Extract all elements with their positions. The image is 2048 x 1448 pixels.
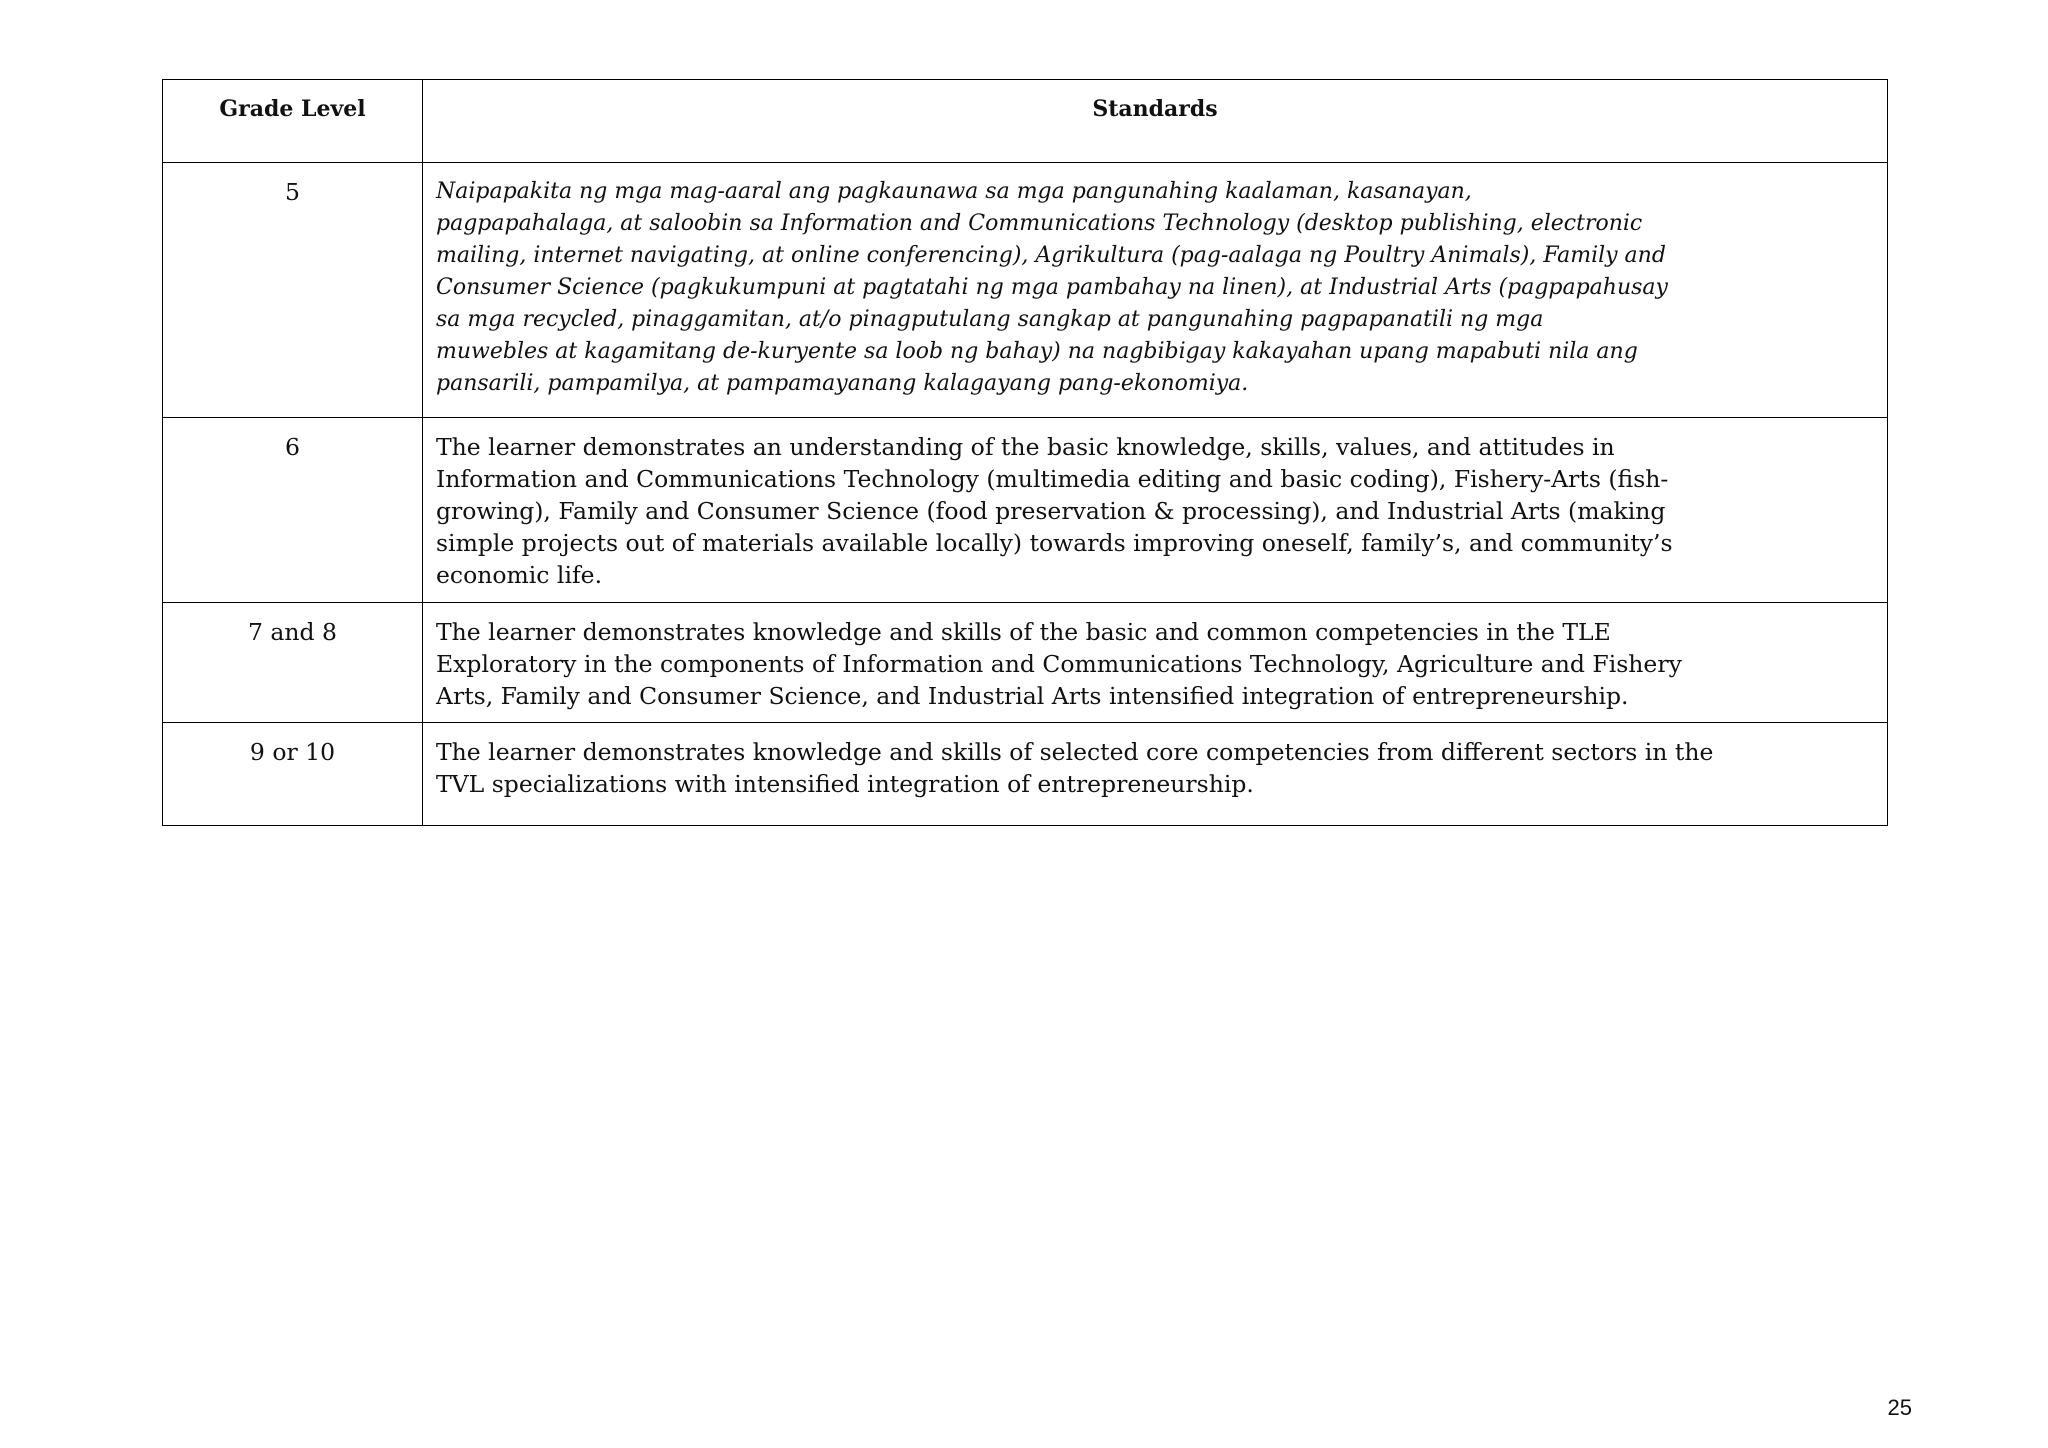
header-grade-level: Grade Level	[163, 80, 423, 163]
standard-line: TVL specializations with intensified integration of entrepreneurship.	[436, 770, 1254, 798]
standard-line: pansarili, pampamilya, at pampamayanang kalagayang pang-ekonomiya.	[436, 371, 1249, 396]
table-row	[163, 163, 1888, 418]
standard-cell	[423, 603, 1888, 723]
standard-cell	[423, 418, 1888, 603]
standard-line: economic life.	[436, 561, 603, 589]
standard-line: pagpapahalaga, at saloobin sa Information and Communications Technology (desktop publishing, electronic	[436, 211, 1643, 236]
standards-table	[162, 79, 1888, 826]
header-standards: Standards	[423, 80, 1888, 163]
standard-line: sa mga recycled, pinaggamitan, at/o pinagputulang sangkap at pangunahing pagpapanatili ng mga	[436, 307, 1544, 332]
standard-line: The learner demonstrates an understanding of the basic knowledge, skills, values, and attitudes in	[436, 433, 1615, 461]
standard-cell	[423, 163, 1888, 418]
standard-line: Information and Communications Technology (multimedia editing and basic coding), Fishery-Arts (fish-	[436, 465, 1669, 493]
standard-line: growing), Family and Consumer Science (food preservation & processing), and Industrial Arts (making	[436, 497, 1666, 525]
standard-line: Exploratory in the components of Information and Communications Technology, Agriculture and Fishery	[436, 650, 1682, 678]
page-number: 25	[1887, 1395, 1912, 1420]
standard-cell	[423, 723, 1888, 826]
grade-level-cell: 9 or 10	[163, 723, 423, 826]
standard-line: The learner demonstrates knowledge and skills of the basic and common competencies in the TLE	[436, 618, 1611, 646]
grade-level-cell: 6	[163, 418, 423, 603]
standard-line: Naipapakita ng mga mag-aaral ang pagkaunawa sa mga pangunahing kaalaman, kasanayan,	[436, 179, 1472, 204]
grade-level-cell: 5	[163, 163, 423, 418]
standard-line: simple projects out of materials available locally) towards improving oneself, family’s, and community’s	[436, 529, 1673, 557]
standard-line: Consumer Science (pagkukumpuni at pagtatahi ng mga pambahay na linen), at Industrial Arts (pagpapahusay	[436, 275, 1668, 300]
standard-line: mailing, internet navigating, at online conferencing), Agrikultura (pag-aalaga ng Poultry Animals), Family and	[436, 243, 1666, 268]
standard-line: muwebles at kagamitang de-kuryente sa loob ng bahay) na nagbibigay kakayahan upang mapabuti nila ang	[436, 339, 1638, 364]
table-row	[163, 723, 1888, 826]
table-row	[163, 418, 1888, 603]
table-row	[163, 603, 1888, 723]
table-header-row	[163, 80, 1888, 163]
standard-line: The learner demonstrates knowledge and skills of selected core competencies from different sectors in the	[436, 738, 1714, 766]
grade-level-cell: 7 and 8	[163, 603, 423, 723]
standard-line: Arts, Family and Consumer Science, and Industrial Arts intensified integration of entrepreneurship.	[436, 682, 1629, 710]
